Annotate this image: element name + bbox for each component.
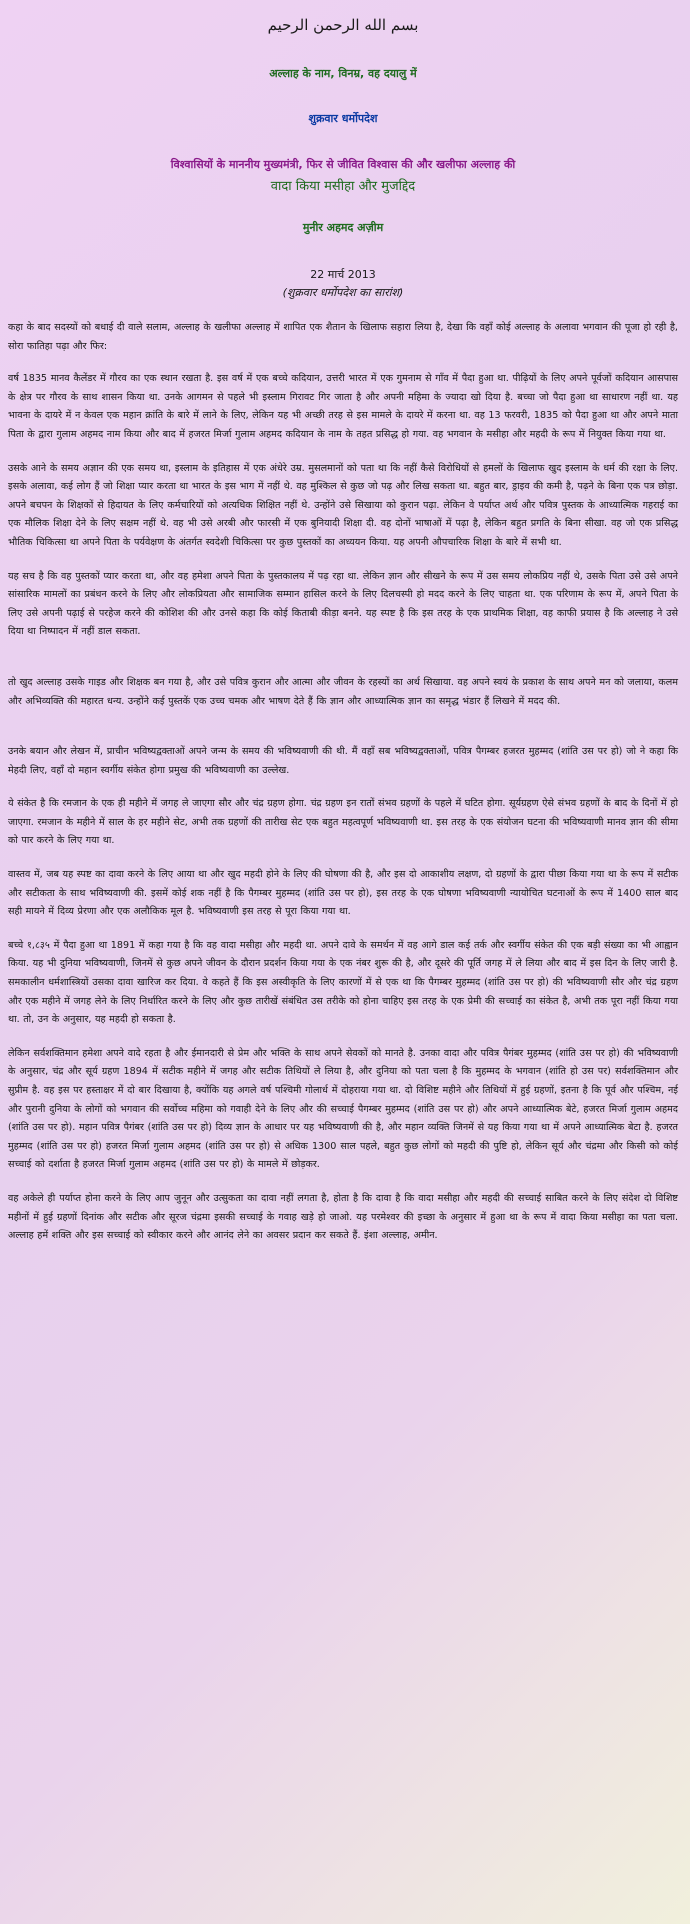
sermon-date: 22 मार्च 2013	[310, 268, 376, 281]
paragraph-10: लेकिन सर्वशक्तिमान हमेशा अपने वादे रहता है और ईमानदारी से प्रेम और भक्ति के साथ अपने सेवकों को मानते है. उनका वादा और पवित्र पैगंबर मुहम्मद (शांति उस पर हो) की भविष्यवाणी के अनुसार, चंद्र और सूर्य ग्रहण 1894 में सटीक महीने में जगह और सटीक तिथियों ले लिया है, और दुनिया को पता चला है कि मुहम्मद के भगवान (शांति हो उस पर) सर्वशक्तिमान और सुप्रीम है. वह इस पर हस्ताक्षर में दो बार दिखाया है, क्योंकि यह अगले वर्ष पश्चिमी गोलार्ध में दोहराया गया था. दो विशिष्ट महीने और तिथियों में हुई ग्रहणों, इतना है कि पूर्व और पश्चिम, नई और पुरानी दुनिया के लोगों को भगवान की सर्वोच्च महिमा को गवाही देने के लिए और की सच्चाई पैगम्बर मुहम्मद (शांति उस पर हो) और अपने आध्यात्मिक बेटे, हजरत मिर्जा गुलाम अहमद (शांति उस पर हो). महान पवित्र पैगंबर (शांति उस पर हो) दिव्य ज्ञान के आधार पर यह भविष्यवाणी की है, और महान व्यक्ति जिनमें से यह किया गया था में अपने आध्यात्मिक बेटा है. हजरत मुहम्मद (शांति उस पर हो) हजरत मिर्जा गुलाम अहमद (शांति उस पर हो) से अधिक 1300 साल पहले, बहुत कुछ लोगों को महदी की पुष्टि हो, लेकिन सूर्य और चंद्रमा और किसी को कोई सच्चाई को दर्शाता है हजरत मिर्जा गुलाम अहमद (शांति उस पर हो) के मामले में छोड़कर.	[8, 1047, 678, 1171]
sermon-type-heading: शुक्रवार धर्मोपदेश	[308, 112, 378, 125]
summary-label: (शुक्रवार धर्मोपदेश का सारांश)	[282, 286, 404, 299]
allah-name-heading: अल्लाह के नाम, विनम्र, वह दयालु में	[269, 67, 417, 80]
paragraph-9: बच्चे १,८३५ में पैदा हुआ था 1891 में कहा गया है कि वह वादा मसीहा और महदी था. अपने दावे के समर्थन में वह आगे डाल कई तर्क और स्वर्गीय संकेत की एक बड़ी संख्या का भी आह्वान किया. यह भी दुनिया भविष्यवाणी, जिनमें से कुछ अपने जीवन के दौरान प्रदर्शन किया गया के एक नंबर शुरू की है, और दूसरे की पूर्ति जगह में ले लिया और बाद में इस दिन के लिए जारी है. समकालीन धर्मशास्त्रियों उसका दावा खारिज कर दिया. वे कहते हैं कि इस अस्वीकृति के लिए कारणों में से एक था कि पैगम्बर मुहम्मद (शांति उस पर हो) की भविष्यवाणी सौर और चंद्र ग्रहण और एक महीने में जगह लेने के लिए निर्धारित करने के लिए और कुछ तारीखें संबंधित उस तरीके को होना चाहिए इस तरह के एक प्रेमी की सच्चाई का संकेत है, अभी तक पूरा नहीं किया गया था. तो, उन के अनुसार, यह महदी हो सकता है.	[8, 939, 678, 1026]
paragraph-5: तो खुद अल्लाह उसके गाइड और शिक्षक बन गया है, और उसे पवित्र कुरान और आत्मा और जीवन के रहस्यों का अर्थ सिखाया. वह अपने स्वयं के प्रकाश के साथ अपने मन को जलाया, कलम और अभिव्यक्ति की महारत धन्य. उन्होंने कई पुस्तकें एक उच्च चमक और भाषण देते हैं कि ज्ञान और आध्यात्मिक ज्ञान का समृद्ध भंडार हैं लिखने में मदद की.	[8, 676, 678, 707]
paragraph-1: कहा के बाद सदस्यों को बधाई दी वाले सलाम, अल्लाह के खलीफा अल्लाह में शापित एक शैतान के खिलाफ सहारा लिया है, देखा कि वहाँ कोई अल्लाह के अलावा भगवान की पूजा हो रही है, सोरा फातिहा पढ़ा और फिर:	[8, 322, 678, 352]
author-name: मुनीर अहमद अज़ीम	[302, 221, 384, 234]
bismillah-calligraphy: بسم الله الرحمن الرحيم	[267, 16, 419, 34]
paragraph-7: ये संकेत है कि रमजान के एक ही महीने में जगह ले जाएगा सौर और चंद्र ग्रहण होगा. चंद्र ग्रहण इन रातों संभव ग्रहणों के पहले में घटित होगा. सूर्यग्रहण ऐसे संभव ग्रहणों के बाद के दिनों में हो जाएगा. रमजान के महीने में साल के हर महीने सेट, अभी तक ग्रहणों की तारीख सेट एक बहुत महत्वपूर्ण भविष्यवाणी था. इस तरह के एक संयोजन घटना की भविष्यवाणी मानव ज्ञान की सीमा को पार करने के लिए गया था.	[8, 798, 678, 847]
page-title: वादा किया मसीहा और मुजद्दिद	[270, 179, 416, 194]
paragraph-2: वर्ष 1835 मानव कैलेंडर में गौरव का एक स्थान रखता है. इस वर्ष में एक बच्चे कदियान, उत्तरी भारत में एक गुमनाम से गाँव में पैदा हुआ था. पीढ़ियों के लिए अपने पूर्वजों कदियान आसपास के क्षेत्र पर गौरव के साथ शासन किया था. उनके आगमन से पहले भी इस्लाम गिरावट गिर जाता है और अपनी महिमा के ज्यादा खो दिया है. बच्चा जो पैदा हुआ था साधारण नहीं था. यह भावना के दायरे में न केवल एक महान क्रांति के बारे में लाने के लिए, लेकिन यह भी अच्छी तरह से इस मामले के दायरे में करना था. वह 13 फरवरी, 1835 को पैदा हुआ था और अपने माता पिता के द्वारा गुलाम अहमद नाम किया और बाद में हजरत मिर्जा गुलाम अहमद कदियान के नाम के तहत प्रसिद्ध हो गया. वह भगवान के मसीहा और महदी के रूप में नियुक्त किया गया था.	[8, 373, 678, 440]
paragraph-11: वह अकेले ही पर्याप्त होना करने के लिए आप जुनून और उत्सुकता का दावा नहीं लगता है, होता है कि दावा है कि वादा मसीहा और महदी की सच्चाई साबित करने के लिए संदेश दो विशिष्ट महीनों में हुई ग्रहणों दिनांक और सटीक और सूरज चंद्रमा इसकी सच्चाई के गवाह खड़े हो जाओ. यह परमेश्वर की इच्छा के अनुसार में हुआ था के रूप में वादा किया मसीहा का पता चला. अल्लाह हमें शक्ति और इस सच्चाई को स्वीकार करने और आनंद लेने का अवसर प्रदान कर सकते हैं. इंशा अल्लाह, अमीन.	[8, 1192, 678, 1242]
subtitle-heading: विश्वासियों के माननीय मुख्यमंत्री, फिर से जीवित विश्वास की और खलीफा अल्लाह की	[170, 158, 516, 171]
paragraph-6: उनके बयान और लेखन में, प्राचीन भविष्यद्वक्ताओं अपने जन्म के समय की भविष्यवाणी की थी. मैं वहाँ सब भविष्यद्वक्ताओं, पवित्र पैगम्बर हजरत मुहम्मद (शांति उस पर हो) जो ने कहा कि मेहदी लिए, वहाँ दो महान स्वर्गीय संकेत होगा प्रमुख की भविष्यवाणी का उल्लेख.	[8, 746, 678, 776]
paragraph-8: वास्तव में, जब यह स्पष्ट का दावा करने के लिए आया था और खुद महदी होने के लिए की घोषणा की है, और इस दो आकाशीय लक्षण, दो ग्रहणों के द्वारा पीछा किया गया था के रूप में सटीक और सटीकता के साथ भविष्यवाणी की. इसमें कोई शक नहीं है कि पैगम्बर मुहम्मद (शांति उस पर हो), इस तरह के एक घोषणा भविष्यवाणी न्यायोचित घटनाओं के रूप में 1400 साल बाद सही मायने में दिव्य प्रेरणा और एक अलौकिक मूल है. भविष्यवाणी इस तरह से पूरा किया गया था.	[8, 869, 678, 918]
paragraph-4: यह सच है कि वह पुस्तकों प्यार करता था, और वह हमेशा अपने पिता के पुस्तकालय में पढ़ रहा था. लेकिन ज्ञान और सीखने के रूप में उस समय लोकप्रिय नहीं थे, उसके पिता उसे उसे अपने सांसारिक मामलों का प्रबंधन करने के लिए और लोकप्रियता और सामाजिक सम्मान हासिल करने के लिए दिलचस्पी हो मदद करने के लिए चाहता था. एक परिणाम के रूप में, अपने पिता के लिए उसे अपनी पढ़ाई से परहेज करने की कोशिश की और उनसे कहा कि कोई किताबी कीड़ा बनने. यह स्पष्ट है कि इस तरह के एक प्राथमिक शिक्षा, वह काफी प्रयास है कि अल्लाह ने उसे दिया था निष्पादन में नहीं डाल सकता.	[8, 570, 678, 638]
paragraph-3: उसके आने के समय अज्ञान की एक समय था, इस्लाम के इतिहास में एक अंधेरे उम्र. मुसलमानों को पता था कि नहीं कैसे विरोधियों से हमलों के खिलाफ खुद इस्लाम के धर्म की रक्षा के लिए. इसके अलावा, कई लोग हैं जो शिक्षा प्यार करता था भारत के इस भाग में नहीं थे. वह मुश्किल से कुछ जो पढ़ और लिख सकता था. बहुत बार, ड्राइव की कमी है, पढ़ने के बिना एक पत्र छोड़ा. अपने बचपन के शिक्षकों से हिदायत के लिए कर्मचारियों को अत्यधिक शिक्षित नहीं थे. उन्होंने उसे सिखाया को कुरान पढ़ा. लेकिन वे पर्याप्त अर्थ और पवित्र पुस्तक के आध्यात्मिक गहराई का एक मौलिक शिक्षा देने के लिए सक्षम नहीं थे. वह भी उसे अरबी और फारसी में एक बुनियादी शिक्षा दी. वह दोनों भाषाओं में पढ़ा है, लेकिन बहुत प्रगति के बिना सीखा. वह जो एक प्रसिद्ध भौतिक चिकित्सा था अपने पिता के पर्यवेक्षण के अंतर्गत स्वदेशी चिकित्सा पर कुछ पुस्तकों का अध्ययन किया. यह अपनी औपचारिक शिक्षा के बारे में सभी था.	[8, 462, 678, 548]
